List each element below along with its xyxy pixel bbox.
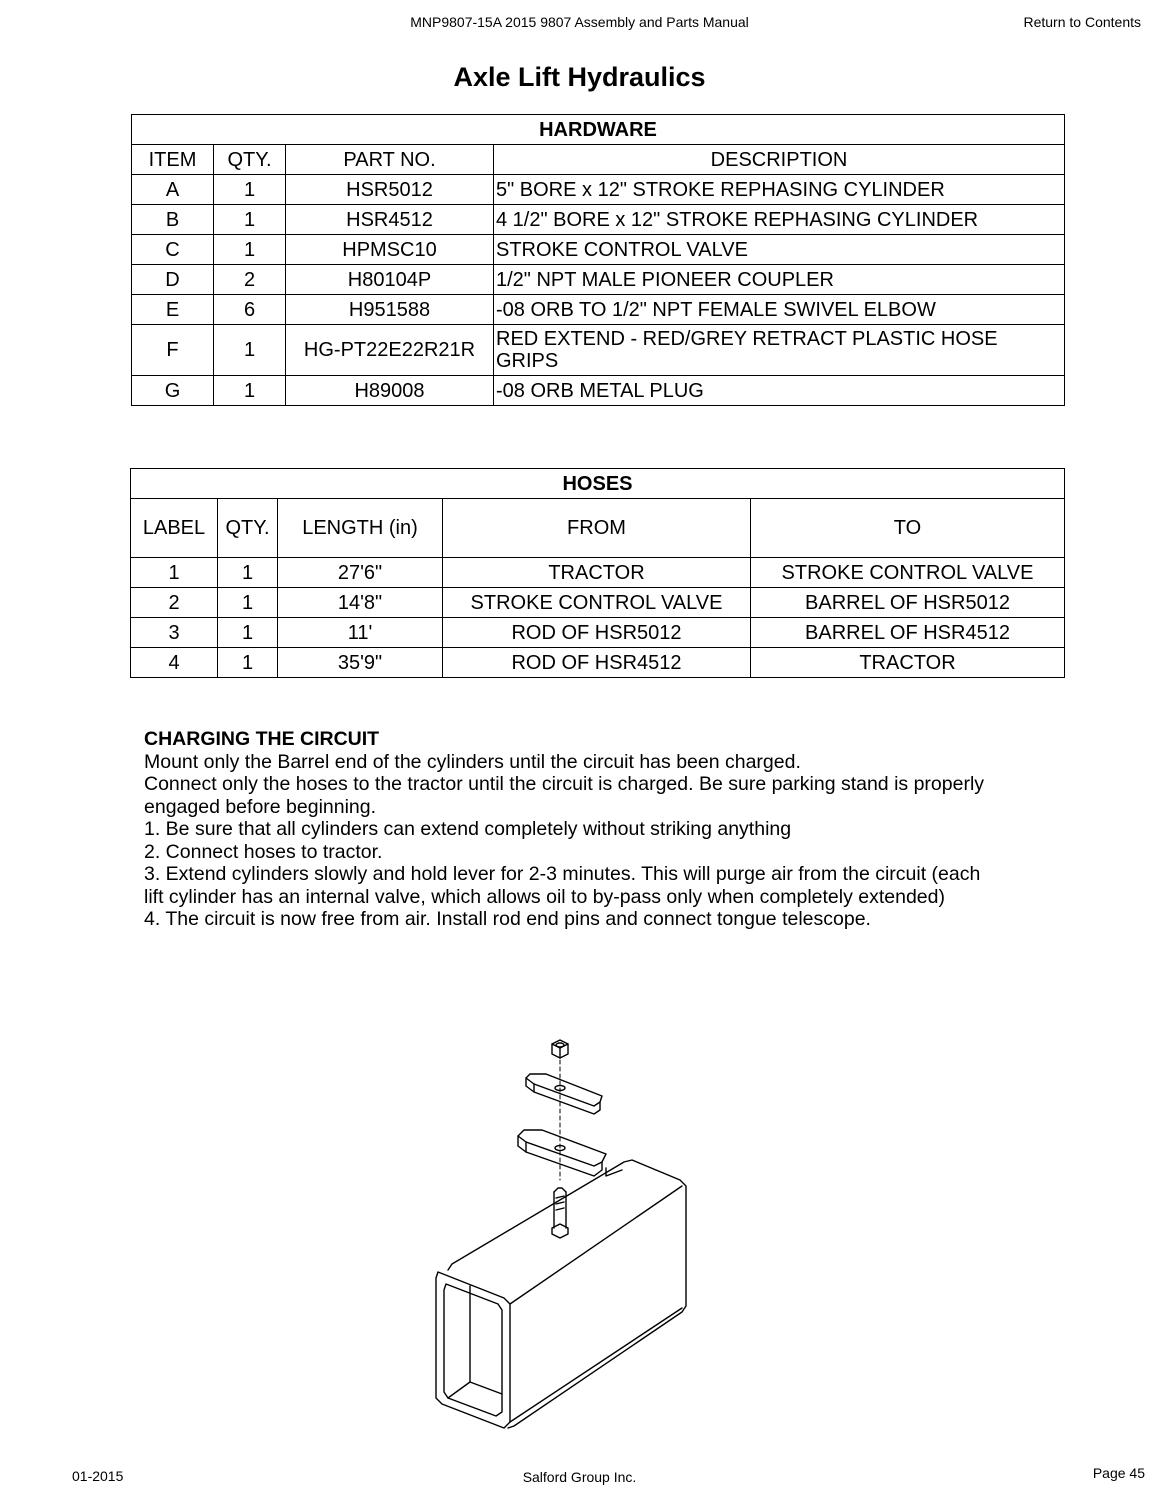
table-row: [132, 265, 1065, 295]
table-row: [132, 325, 1065, 376]
from-cell: STROKE CONTROL VALVE: [443, 588, 751, 618]
to-cell: BARREL OF HSR5012: [751, 588, 1065, 618]
part-no-cell: H80104P: [286, 265, 494, 295]
length-cell: 27'6": [278, 558, 443, 588]
from-cell: ROD OF HSR5012: [443, 618, 751, 648]
qty-cell: 2: [214, 265, 286, 295]
table-row: [131, 558, 1065, 588]
qty-cell: 1: [218, 618, 278, 648]
part-no-cell: HPMSC10: [286, 235, 494, 265]
qty-cell: 6: [214, 295, 286, 325]
qty-cell: 1: [214, 376, 286, 406]
from-cell: TRACTOR: [443, 558, 751, 588]
lock-nut-drawing: [552, 1040, 568, 1058]
square-tube-drawing: [436, 1160, 686, 1428]
column-header: LABEL: [131, 499, 218, 558]
charging-line: Connect only the hoses to the tractor until the circuit is charged. Be sure parking stand is properly engaged before beginning.: [144, 773, 985, 818]
qty-cell: 1: [214, 205, 286, 235]
label-cell: 3: [131, 618, 218, 648]
charging-line: 4. The circuit is now free from air. Install rod end pins and connect tongue telescope.: [144, 908, 871, 930]
column-header: QTY.: [218, 499, 278, 558]
item-cell: A: [132, 175, 214, 205]
item-cell: B: [132, 205, 214, 235]
hardware-header-row: [132, 145, 1065, 175]
document-header-title: MNP9807-15A 2015 9807 Assembly and Parts Manual: [410, 14, 749, 30]
item-cell: F: [132, 325, 214, 376]
description-cell: 4 1/2" BORE x 12" STROKE REPHASING CYLINDER: [494, 205, 1065, 235]
description-cell: -08 ORB TO 1/2" NPT FEMALE SWIVEL ELBOW: [494, 295, 1065, 325]
from-cell: ROD OF HSR4512: [443, 648, 751, 678]
table-row: [132, 205, 1065, 235]
charging-line: 1. Be sure that all cylinders can extend completely without striking anything: [144, 818, 792, 840]
description-cell: 5" BORE x 12" STROKE REPHASING CYLINDER: [494, 175, 1065, 205]
item-cell: E: [132, 295, 214, 325]
part-no-cell: H951588: [286, 295, 494, 325]
column-header: FROM: [443, 499, 751, 558]
qty-cell: 1: [218, 588, 278, 618]
table-row: [132, 295, 1065, 325]
hardware-table: [131, 114, 1065, 406]
label-cell: 1: [131, 558, 218, 588]
column-header: TO: [751, 499, 1065, 558]
return-to-contents-link[interactable]: Return to Contents: [1023, 14, 1141, 30]
table-row: [131, 588, 1065, 618]
length-cell: 35'9": [278, 648, 443, 678]
part-no-cell: HG-PT22E22R21R: [286, 325, 494, 376]
column-header: LENGTH (in): [278, 499, 443, 558]
clamp-assembly-drawing: [418, 1030, 708, 1430]
upper-clamp-plate-drawing: [526, 1074, 602, 1114]
item-cell: C: [132, 235, 214, 265]
to-cell: BARREL OF HSR4512: [751, 618, 1065, 648]
table-row: [132, 175, 1065, 205]
length-cell: 14'8": [278, 588, 443, 618]
page-title: Axle Lift Hydraulics: [453, 62, 706, 92]
charging-line: Mount only the Barrel end of the cylinders until the circuit has been charged.: [144, 750, 801, 773]
footer-page-number: Page 45: [1092, 1465, 1145, 1481]
column-header: QTY.: [214, 145, 286, 175]
description-cell: -08 ORB METAL PLUG: [494, 376, 1065, 406]
hoses-table: [130, 468, 1065, 678]
description-cell: 1/2" NPT MALE PIONEER COUPLER: [494, 265, 1065, 295]
label-cell: 2: [131, 588, 218, 618]
item-cell: G: [132, 376, 214, 406]
part-no-cell: HSR4512: [286, 205, 494, 235]
hoses-header-row: [131, 499, 1065, 558]
part-no-cell: HSR5012: [286, 175, 494, 205]
qty-cell: 1: [214, 235, 286, 265]
column-header: PART NO.: [286, 145, 494, 175]
footer-date: 01-2015: [72, 1468, 124, 1484]
column-header: DESCRIPTION: [494, 145, 1065, 175]
qty-cell: 1: [214, 325, 286, 376]
hoses-caption-row: [131, 469, 1065, 499]
footer-company: Salford Group Inc.: [522, 1469, 637, 1485]
to-cell: TRACTOR: [751, 648, 1065, 678]
charging-section: [144, 728, 1044, 931]
hardware-caption: HARDWARE: [132, 115, 1065, 145]
qty-cell: 1: [214, 175, 286, 205]
table-row: [132, 235, 1065, 265]
table-row: [132, 376, 1065, 406]
table-row: [131, 648, 1065, 678]
bolt-drawing: [552, 1188, 568, 1238]
table-row: [131, 618, 1065, 648]
lower-clamp-plate-drawing: [518, 1130, 606, 1176]
column-header: ITEM: [132, 145, 214, 175]
label-cell: 4: [131, 648, 218, 678]
charging-heading: CHARGING THE CIRCUIT: [144, 728, 380, 750]
description-cell: STROKE CONTROL VALVE: [494, 235, 1065, 265]
qty-cell: 1: [218, 558, 278, 588]
charging-line: 3. Extend cylinders slowly and hold lever for 2-3 minutes. This will purge air from the circuit (each lift cylinder has an internal valve, which allows oil to by-pass only when completely extended): [144, 863, 981, 908]
item-cell: D: [132, 265, 214, 295]
charging-line: 2. Connect hoses to tractor.: [144, 840, 383, 863]
qty-cell: 1: [218, 648, 278, 678]
description-cell: RED EXTEND - RED/GREY RETRACT PLASTIC HOSE GRIPS: [494, 325, 1065, 376]
part-no-cell: H89008: [286, 376, 494, 406]
length-cell: 11': [278, 618, 443, 648]
to-cell: STROKE CONTROL VALVE: [751, 558, 1065, 588]
hoses-caption: HOSES: [131, 469, 1065, 499]
hardware-caption-row: [132, 115, 1065, 145]
